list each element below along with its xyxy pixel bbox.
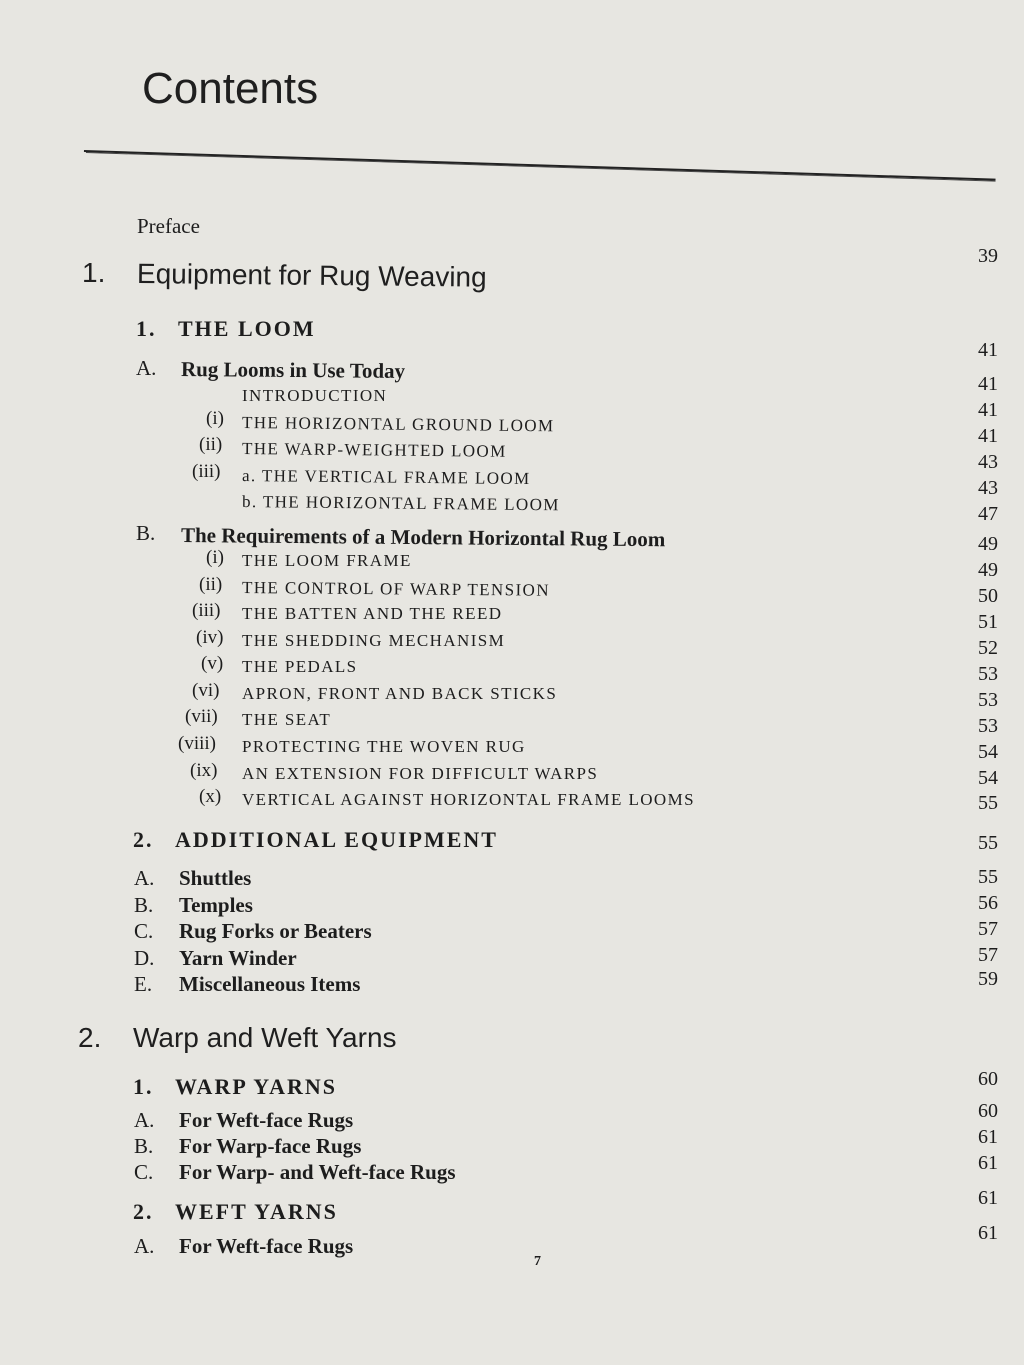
page-number: 53 (978, 689, 998, 711)
entry-number: (v) (201, 653, 224, 674)
item-letter: E. (134, 972, 153, 996)
page-number: 41 (978, 339, 998, 361)
entry-number: (ix) (190, 760, 218, 781)
subsection-title: Rug Looms in Use Today (180, 357, 406, 383)
chapter-number: 1. (82, 257, 106, 288)
subsection-letter: B. (136, 521, 156, 545)
page-number: 61 (978, 1222, 998, 1244)
page-number: 53 (978, 715, 998, 737)
toc-entry: Yarn Winder (179, 946, 297, 970)
entry-number: (i) (206, 408, 224, 429)
toc-entry: Shuttles (179, 866, 252, 890)
toc-entry: For Weft-face Rugs (179, 1234, 354, 1258)
toc-entry: THE WARP-WEIGHTED LOOM (241, 439, 507, 461)
subsection-title: The Requirements of a Modern Horizontal Rug Loom (180, 523, 666, 552)
page-number: 41 (978, 399, 998, 421)
heading-rule-shadow (86, 152, 996, 182)
toc-entry: Miscellaneous Items (179, 972, 361, 996)
toc-entry: For Weft-face Rugs (179, 1108, 354, 1132)
entry-number: (iii) (192, 461, 221, 482)
toc-entry: THE CONTROL OF WARP TENSION (241, 578, 551, 600)
toc-entry: AN EXTENSION FOR DIFFICULT WARPS (242, 764, 599, 783)
page-number: 55 (978, 832, 998, 854)
item-letter: C. (134, 1160, 154, 1184)
page-number: 41 (978, 425, 998, 447)
page-number: 54 (978, 767, 998, 789)
page-number: 53 (978, 663, 998, 685)
page-number: 39 (978, 245, 998, 267)
toc-entry: THE SEAT (242, 710, 332, 729)
page-number: 60 (978, 1068, 998, 1090)
entry-number: (i) (206, 547, 224, 568)
entry-number: (ii) (199, 434, 223, 455)
preface-entry: Preface (137, 214, 200, 238)
page-number: 55 (978, 866, 998, 888)
section-title: WARP YARNS (175, 1074, 338, 1099)
page-number: 41 (978, 373, 998, 395)
chapter-number: 2. (78, 1022, 102, 1053)
toc-entry: a. THE VERTICAL FRAME LOOM (241, 466, 531, 489)
toc-entry: PROTECTING THE WOVEN RUG (242, 737, 526, 756)
page-number: 54 (978, 741, 998, 763)
item-letter: C. (134, 919, 154, 943)
page-number: 52 (978, 637, 998, 659)
page-number: 55 (978, 792, 998, 814)
chapter-title: Equipment for Rug Weaving (136, 258, 487, 293)
page-number: 60 (978, 1100, 998, 1122)
section-number: 2. (133, 827, 154, 852)
toc-entry: VERTICAL AGAINST HORIZONTAL FRAME LOOMS (242, 790, 695, 809)
page-number: 61 (978, 1187, 998, 1209)
toc-entry: For Warp- and Weft-face Rugs (179, 1160, 456, 1184)
entry-number: (x) (199, 786, 222, 807)
toc-entry: Rug Forks or Beaters (179, 919, 372, 943)
item-letter: B. (134, 893, 154, 917)
page-number: 49 (978, 533, 998, 555)
entry-number: (iii) (192, 600, 221, 621)
section-number: 1. (133, 1074, 154, 1099)
page-number: 57 (978, 918, 998, 940)
item-letter: A. (134, 866, 155, 890)
section-number: 1. (136, 316, 157, 341)
page-number: 51 (978, 611, 998, 633)
toc-entry: For Warp-face Rugs (179, 1134, 362, 1158)
page-number: 59 (978, 968, 998, 990)
entry-number: (ii) (199, 574, 223, 595)
page-number: 49 (978, 559, 998, 581)
page-number: 56 (978, 892, 998, 914)
page-number: 61 (978, 1152, 998, 1174)
contents-heading: Contents (142, 64, 319, 113)
page-number: 43 (978, 477, 998, 499)
section-number: 2. (133, 1199, 154, 1224)
item-letter: D. (134, 946, 155, 970)
page-number: 61 (978, 1126, 998, 1148)
page-number: 50 (978, 585, 998, 607)
entry-number: (iv) (196, 627, 224, 648)
entry-number: (vii) (185, 706, 218, 727)
toc-entry: Temples (179, 893, 253, 917)
section-title: WEFT YARNS (175, 1199, 338, 1224)
entry-number: (vi) (192, 680, 220, 701)
subsection-letter: A. (136, 356, 157, 380)
item-letter: A. (134, 1234, 155, 1258)
section-title: ADDITIONAL EQUIPMENT (175, 827, 498, 852)
chapter-title: Warp and Weft Yarns (133, 1022, 397, 1053)
page-number: 57 (978, 944, 998, 966)
toc-entry: THE BATTEN AND THE REED (242, 604, 503, 623)
page-number: 47 (978, 503, 998, 525)
introduction-entry: INTRODUCTION (242, 386, 388, 405)
toc-entry: THE HORIZONTAL GROUND LOOM (241, 413, 555, 436)
section-title: THE LOOM (178, 316, 316, 341)
page-number: 43 (978, 451, 998, 473)
toc-entry: APRON, FRONT AND BACK STICKS (242, 684, 558, 703)
toc-entry: THE LOOM FRAME (242, 551, 412, 570)
toc-entry: THE PEDALS (242, 657, 358, 676)
toc-entry: b. THE HORIZONTAL FRAME LOOM (241, 492, 560, 515)
footer-page-number: 7 (534, 1254, 541, 1269)
item-letter: B. (134, 1134, 154, 1158)
item-letter: A. (134, 1108, 155, 1132)
toc-entry: THE SHEDDING MECHANISM (242, 631, 506, 650)
entry-number: (viii) (178, 733, 216, 754)
